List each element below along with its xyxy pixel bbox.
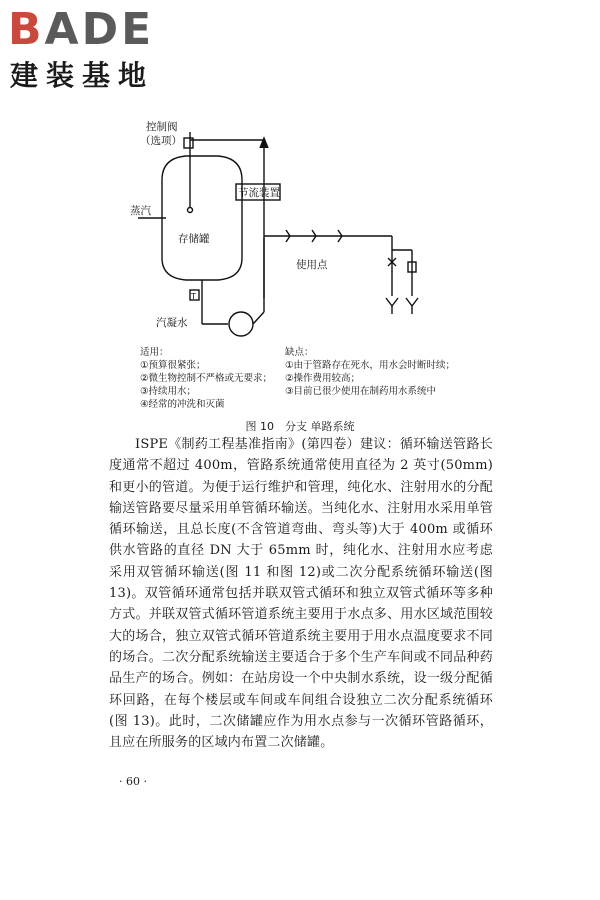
logo-subtitle: 建装基地 bbox=[10, 59, 155, 92]
legend-disadvantage-item: ③目前已很少使用在制药用水系统中 bbox=[285, 386, 437, 397]
trap-mark-label: T bbox=[191, 292, 196, 301]
legend-disadvantage-title: 缺点： bbox=[285, 347, 314, 358]
legend-disadvantage-item: ②操作费用较高； bbox=[285, 373, 361, 384]
logo-letters-de: DE bbox=[81, 4, 155, 55]
legend-disadvantage-item: ①由于管路存在死水，用水会时断时续； bbox=[285, 360, 456, 371]
brand-logo bbox=[8, 4, 178, 98]
use-points-label: 使用点 bbox=[296, 259, 328, 271]
throttle-device-label: 节流装置 bbox=[238, 187, 280, 199]
piping-diagram bbox=[130, 118, 450, 348]
legend-applicable-item: ④经常的冲洗和灭菌 bbox=[140, 399, 225, 410]
legend-applicable-item: ③持续用水； bbox=[140, 386, 197, 397]
pump-discharge bbox=[253, 312, 264, 324]
figure-caption: 图 10 分支 单路系统 bbox=[245, 420, 355, 433]
legend-applicable bbox=[140, 346, 272, 411]
storage-tank-label: 存储罐 bbox=[178, 233, 210, 245]
optional-label: （选项） bbox=[140, 135, 182, 147]
body-text bbox=[109, 434, 493, 753]
dip-tube-end bbox=[188, 208, 193, 213]
legend-applicable-item: ②微生物控制不严格或无要求； bbox=[140, 373, 273, 384]
steam-label: 蒸汽 bbox=[130, 205, 151, 217]
outlet-y-left bbox=[386, 298, 398, 314]
body-paragraph: ISPE《制药工程基准指南》(第四卷）建议：循环输送管路长度通常不超过 400m，管路系统通常使用直径为 2 英寸(50mm)和更小的管道。为便于运行维护和管理，纯化水、注射用水的分配输送管路要尽量采用单管循环输送。当纯化水、注射用水采用单管循环输送，且总长度(不含管道弯曲、弯头等)大于 400m 或循环供水管路的直径 DN 大于 65mm 时，纯化水、注射用水应考虑采用双管循环输送(图 11 和图 12)或二次分配系统循环输送(图 13)。双管循环通常包括并联双管式循环和独立双管式循环等多种方式。并联双管式循环管道系统主要用于水点多、用水区域范围较大的场合，独立双管式循环管道系统主要用于用水点温度要求不同的场合。二次分配系统输送主要适合于多个生产车间或不同品种药品生产的场合。例如：在站房设一个中央制水系统，设一级分配循环回路，在每个楼层或车间或车间组合设独立二次分配系统循环(图 13)。此时，二次储罐应作为用水点参与一次循环管路循环，且应在所服务的区域内布置二次储罐。 bbox=[109, 437, 493, 751]
control-valve-label: 控制阀 bbox=[146, 121, 178, 133]
condensate-label: 汽凝水 bbox=[156, 317, 188, 329]
logo-letter-b: B bbox=[8, 4, 45, 55]
logo-wordmark bbox=[8, 4, 155, 55]
legend-applicable-item: ①预算很紧张； bbox=[140, 360, 206, 371]
legend-applicable-title: 适用： bbox=[140, 347, 169, 358]
logo-letter-a: A bbox=[44, 4, 82, 55]
outlet-y-right bbox=[406, 298, 418, 314]
legend-disadvantages bbox=[285, 346, 455, 398]
storage-tank-shell bbox=[162, 156, 242, 280]
page-number: · 60 · bbox=[119, 775, 147, 788]
pump-icon bbox=[229, 312, 253, 336]
